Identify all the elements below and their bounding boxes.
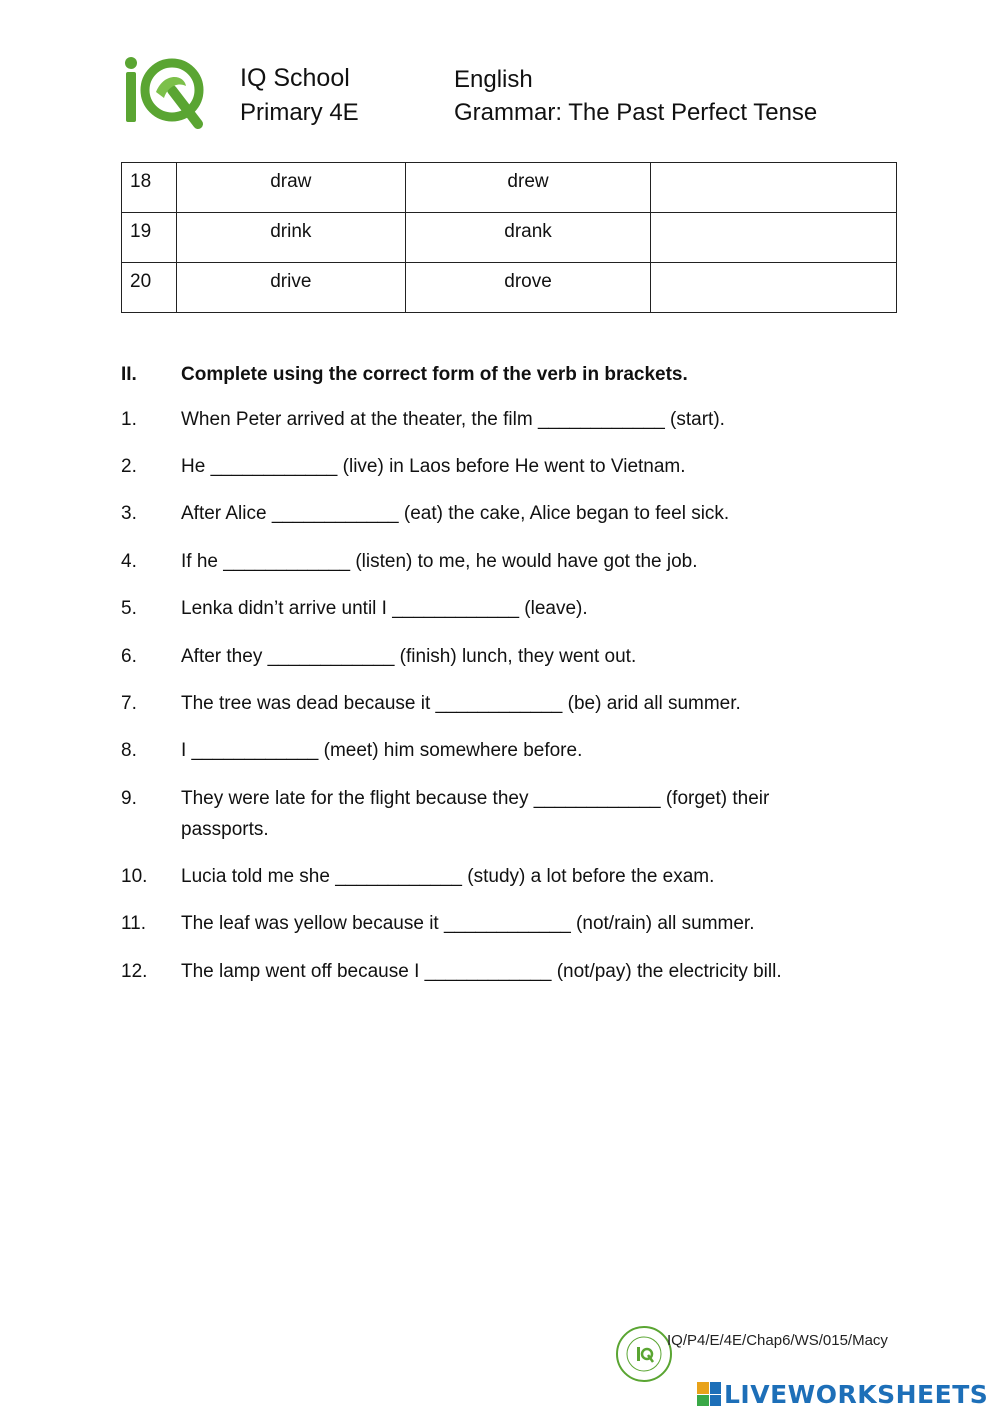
question-number: 9. — [121, 788, 137, 809]
table-row — [122, 163, 897, 213]
question-number: 1. — [121, 409, 137, 430]
question-text[interactable]: Lenka didn’t arrive until I ____________ (leave). — [181, 598, 588, 619]
question-text[interactable]: When Peter arrived at the theater, the film ____________ (start). — [181, 409, 725, 430]
question-number: 7. — [121, 693, 137, 714]
school-name: IQ School — [240, 64, 350, 92]
table-row — [122, 263, 897, 313]
question-number: 6. — [121, 646, 137, 667]
question-number: 12. — [121, 961, 148, 982]
grade-level: Primary 4E — [240, 99, 359, 126]
question-text[interactable]: The tree was dead because it ____________ (be) arid all summer. — [181, 693, 741, 714]
past-simple: drove — [405, 263, 651, 313]
question-text[interactable]: The leaf was yellow because it ____________ (not/rain) all summer. — [181, 913, 755, 934]
irregular-verb-table — [121, 162, 897, 313]
question-text[interactable]: After Alice ____________ (eat) the cake, Alice began to feel sick. — [181, 503, 730, 524]
row-number: 20 — [122, 263, 177, 313]
question-text[interactable]: Lucia told me she ____________ (study) a lot before the exam. — [181, 866, 715, 887]
row-number: 19 — [122, 213, 177, 263]
question-number: 11. — [121, 913, 147, 934]
question-text[interactable]: After they ____________ (finish) lunch, they went out. — [181, 646, 637, 667]
row-number: 18 — [122, 163, 177, 213]
liveworksheets-brand — [697, 1378, 988, 1410]
past-participle-answer[interactable] — [651, 213, 897, 263]
question-number: 3. — [121, 503, 137, 524]
worksheet-topic: Grammar: The Past Perfect Tense — [454, 99, 818, 126]
question-number: 8. — [121, 740, 137, 761]
liveworksheets-wordmark: LIVEWORKSHEETS — [724, 1379, 989, 1409]
past-simple: drank — [405, 213, 651, 263]
base-form: drive — [176, 263, 405, 313]
question-number: 2. — [121, 456, 137, 477]
table-row — [122, 213, 897, 263]
question-text[interactable]: If he ____________ (listen) to me, he would have got the job. — [181, 551, 698, 572]
past-participle-answer[interactable] — [651, 263, 897, 313]
base-form: drink — [176, 213, 405, 263]
question-number: 4. — [121, 551, 137, 572]
question-text[interactable]: They were late for the flight because they ____________ (forget) their passports. — [181, 788, 770, 840]
question-number: 5. — [121, 598, 137, 619]
document-code: IQ/P4/E/4E/Chap6/WS/015/Macy — [667, 1332, 888, 1349]
liveworksheets-logo-icon — [697, 1382, 721, 1406]
section-instructions: Complete using the correct form of the verb in brackets. — [181, 364, 688, 385]
past-participle-answer[interactable] — [651, 163, 897, 213]
base-form: draw — [176, 163, 405, 213]
section-number: II. — [121, 364, 137, 385]
question-text[interactable]: The lamp went off because I ____________ (not/pay) the electricity bill. — [181, 961, 782, 982]
past-simple: drew — [405, 163, 651, 213]
question-text[interactable]: I ____________ (meet) him somewhere before. — [181, 740, 583, 761]
question-number: 10. — [121, 866, 148, 887]
iq-school-logo — [120, 52, 208, 132]
question-text[interactable]: He ____________ (live) in Laos before He went to Vietnam. — [181, 456, 686, 477]
approval-stamp-icon — [615, 1325, 673, 1383]
subject: English — [454, 66, 533, 93]
